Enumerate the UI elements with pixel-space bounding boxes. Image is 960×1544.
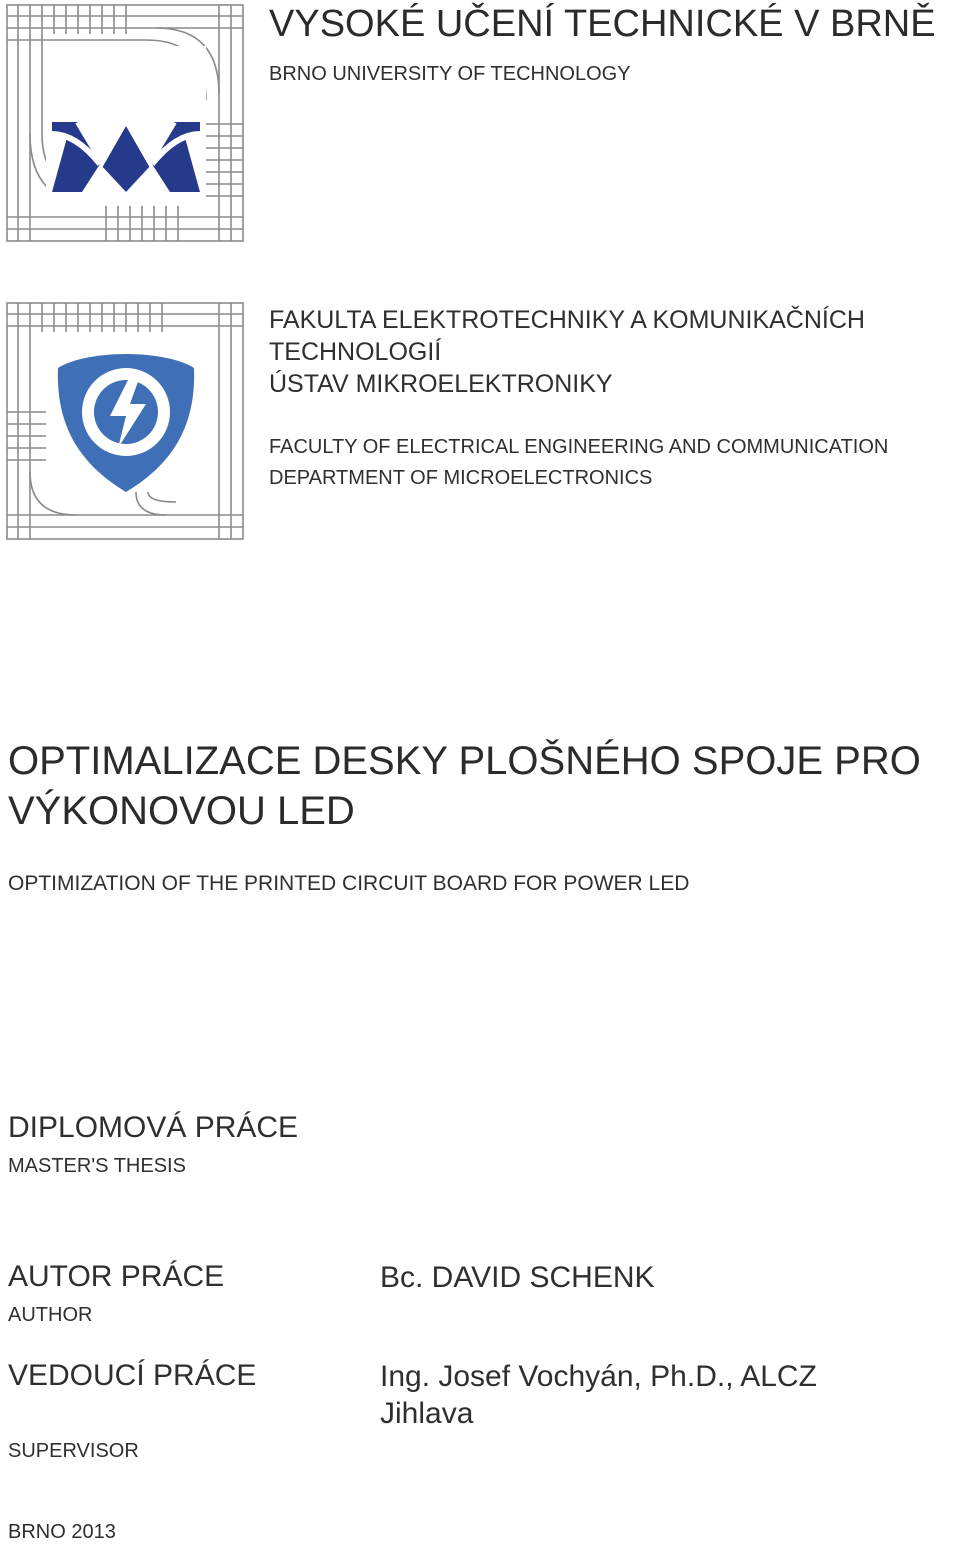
department-name-cz: ÚSTAV MIKROELEKTRONIKY: [269, 370, 613, 398]
thesis-title-en: OPTIMIZATION OF THE PRINTED CIRCUIT BOARD FOR POWER LED: [8, 872, 690, 895]
feec-logo-icon: [6, 302, 246, 542]
university-name-cz: VYSOKÉ UČENÍ TECHNICKÉ V BRNĚ: [269, 3, 936, 45]
university-name-en: BRNO UNIVERSITY OF TECHNOLOGY: [269, 63, 631, 85]
supervisor-label-en: SUPERVISOR: [8, 1440, 139, 1462]
faculty-name-cz: FAKULTA ELEKTROTECHNIKY A KOMUNIKAČNÍCH TECHNOLOGIÍ: [269, 306, 865, 366]
thesis-title-cz: OPTIMALIZACE DESKY PLOŠNÉHO SPOJE PRO VÝKONOVOU LED: [8, 739, 921, 833]
supervisor-label-cz: VEDOUCÍ PRÁCE: [8, 1359, 257, 1392]
author-name: Bc. DAVID SCHENK: [380, 1261, 655, 1294]
thesis-type-cz: DIPLOMOVÁ PRÁCE: [8, 1111, 299, 1144]
faculty-name-en: FACULTY OF ELECTRICAL ENGINEERING AND COMMUNICATION: [269, 436, 889, 458]
author-label-en: AUTHOR: [8, 1304, 93, 1326]
department-name-en: DEPARTMENT OF MICROELECTRONICS: [269, 467, 653, 489]
vut-logo-icon: [6, 4, 246, 244]
place-year: BRNO 2013: [8, 1521, 116, 1543]
faculty-cz-block: [269, 304, 949, 400]
supervisor-name: Ing. Josef Vochyán, Ph.D., ALCZ Jihlava: [380, 1360, 817, 1430]
thesis-type-en: MASTER'S THESIS: [8, 1155, 186, 1177]
faculty-en-block: [269, 432, 959, 494]
author-label-cz: AUTOR PRÁCE: [8, 1260, 225, 1293]
